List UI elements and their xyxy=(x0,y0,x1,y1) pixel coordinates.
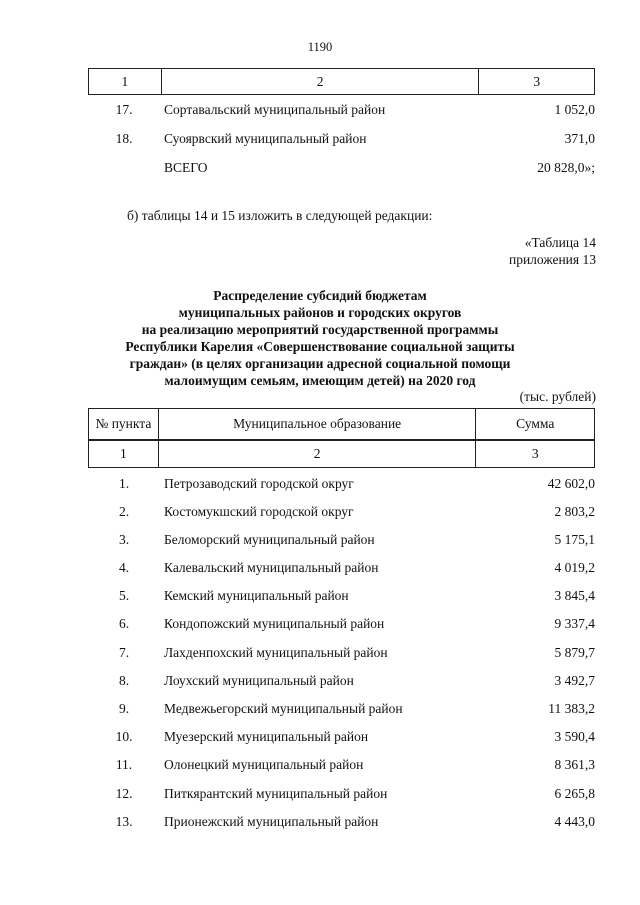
row-number: 1. xyxy=(118,476,130,491)
table-row xyxy=(88,757,595,777)
table-row xyxy=(88,588,595,608)
main-table-subheader xyxy=(88,440,595,468)
row-number: 2. xyxy=(118,504,130,519)
row-name: Медвежьегорский муниципальный район xyxy=(164,701,403,716)
row-name: Калевальский муниципальный район xyxy=(164,560,379,575)
row-number: 10. xyxy=(115,729,133,744)
row-value: 3 590,4 xyxy=(554,729,595,744)
row-number: 3. xyxy=(118,532,130,547)
row-name: Прионежский муниципальный район xyxy=(164,814,379,829)
row-name: Кемский муниципальный район xyxy=(164,588,349,603)
row-value: 6 265,8 xyxy=(554,786,595,801)
main-table-header xyxy=(88,408,595,440)
subheader-col-1: 1 xyxy=(89,441,159,468)
row-name: Сортавальский муниципальный район xyxy=(164,102,386,117)
row-value: 3 492,7 xyxy=(554,673,595,688)
row-value: 42 602,0 xyxy=(547,476,595,491)
row-value: 8 361,3 xyxy=(554,757,595,772)
row-value: 4 019,2 xyxy=(554,560,595,575)
table-row xyxy=(88,532,595,552)
title-line: Распределение субсидий бюджетам xyxy=(213,288,427,303)
row-value: 5 175,1 xyxy=(554,532,595,547)
total-row xyxy=(88,160,595,180)
row-number: 12. xyxy=(115,786,133,801)
page-number: 1190 xyxy=(307,40,333,54)
row-name: Лоухский муниципальный район xyxy=(164,673,354,688)
row-name: Муезерский муниципальный район xyxy=(164,729,369,744)
table-row xyxy=(88,616,595,636)
row-value: 5 879,7 xyxy=(554,645,595,660)
caption-line-1: «Таблица 14 xyxy=(524,235,596,250)
table-caption xyxy=(509,234,596,268)
row-value: 4 443,0 xyxy=(554,814,595,829)
row-number: 18. xyxy=(115,131,133,146)
table-row xyxy=(88,476,595,496)
row-value: 3 845,4 xyxy=(554,588,595,603)
table-row xyxy=(88,729,595,749)
row-value: 2 803,2 xyxy=(554,504,595,519)
title-line: малоимущим семьям, имеющим детей) на 2020 год xyxy=(164,373,476,388)
row-name: Кондопожский муниципальный район xyxy=(164,616,385,631)
table-row xyxy=(88,645,595,665)
top-table-header xyxy=(88,68,595,95)
title-line: муниципальных районов и городских округов xyxy=(178,305,462,320)
title-line: на реализацию мероприятий государственной программы xyxy=(141,322,499,337)
row-name: ВСЕГО xyxy=(164,160,208,175)
subheader-col-3: 3 xyxy=(476,441,595,468)
row-number: 17. xyxy=(115,102,133,117)
row-value: 1 052,0 xyxy=(554,102,595,117)
row-number: 5. xyxy=(118,588,130,603)
header-col-number: № пункта xyxy=(89,409,159,440)
row-number: 4. xyxy=(118,560,130,575)
header-col-municipality: Муниципальное образование xyxy=(158,409,476,440)
top-header-col-2: 2 xyxy=(161,69,479,95)
units-label: (тыс. рублей) xyxy=(519,389,596,404)
table-row xyxy=(88,131,595,151)
row-number: 9. xyxy=(118,701,130,716)
table-row xyxy=(88,102,595,122)
row-value: 11 383,2 xyxy=(548,701,595,716)
title-line: Республики Карелия «Совершенствование социальной защиты xyxy=(125,339,515,354)
table-row xyxy=(88,673,595,693)
top-header-col-3: 3 xyxy=(479,69,595,95)
row-value: 20 828,0»; xyxy=(537,160,595,175)
row-name: Лахденпохский муниципальный район xyxy=(164,645,388,660)
table-row xyxy=(88,701,595,721)
table-title xyxy=(0,287,640,389)
row-name: Олонецкий муниципальный район xyxy=(164,757,364,772)
row-name: Петрозаводский городской округ xyxy=(164,476,354,491)
row-number: 13. xyxy=(115,814,133,829)
row-name: Беломорский муниципальный район xyxy=(164,532,375,547)
subheader-col-2: 2 xyxy=(158,441,476,468)
row-number: 11. xyxy=(115,757,133,772)
row-value: 9 337,4 xyxy=(554,616,595,631)
row-name: Суоярвский муниципальный район xyxy=(164,131,367,146)
amendment-paragraph: б) таблицы 14 и 15 изложить в следующей редакции: xyxy=(127,208,433,223)
table-row xyxy=(88,504,595,524)
row-name: Костомукшский городской округ xyxy=(164,504,354,519)
row-number: 8. xyxy=(118,673,130,688)
header-col-amount: Сумма xyxy=(476,409,595,440)
row-value: 371,0 xyxy=(564,131,595,146)
top-header-col-1: 1 xyxy=(89,69,162,95)
table-row xyxy=(88,786,595,806)
table-row xyxy=(88,560,595,580)
row-name: Питкярантский муниципальный район xyxy=(164,786,388,801)
row-number: 7. xyxy=(118,645,130,660)
caption-line-2: приложения 13 xyxy=(508,252,596,267)
title-line: граждан» (в целях организации адресной социальной помощи xyxy=(129,356,511,371)
row-number: 6. xyxy=(118,616,130,631)
table-row xyxy=(88,814,595,834)
